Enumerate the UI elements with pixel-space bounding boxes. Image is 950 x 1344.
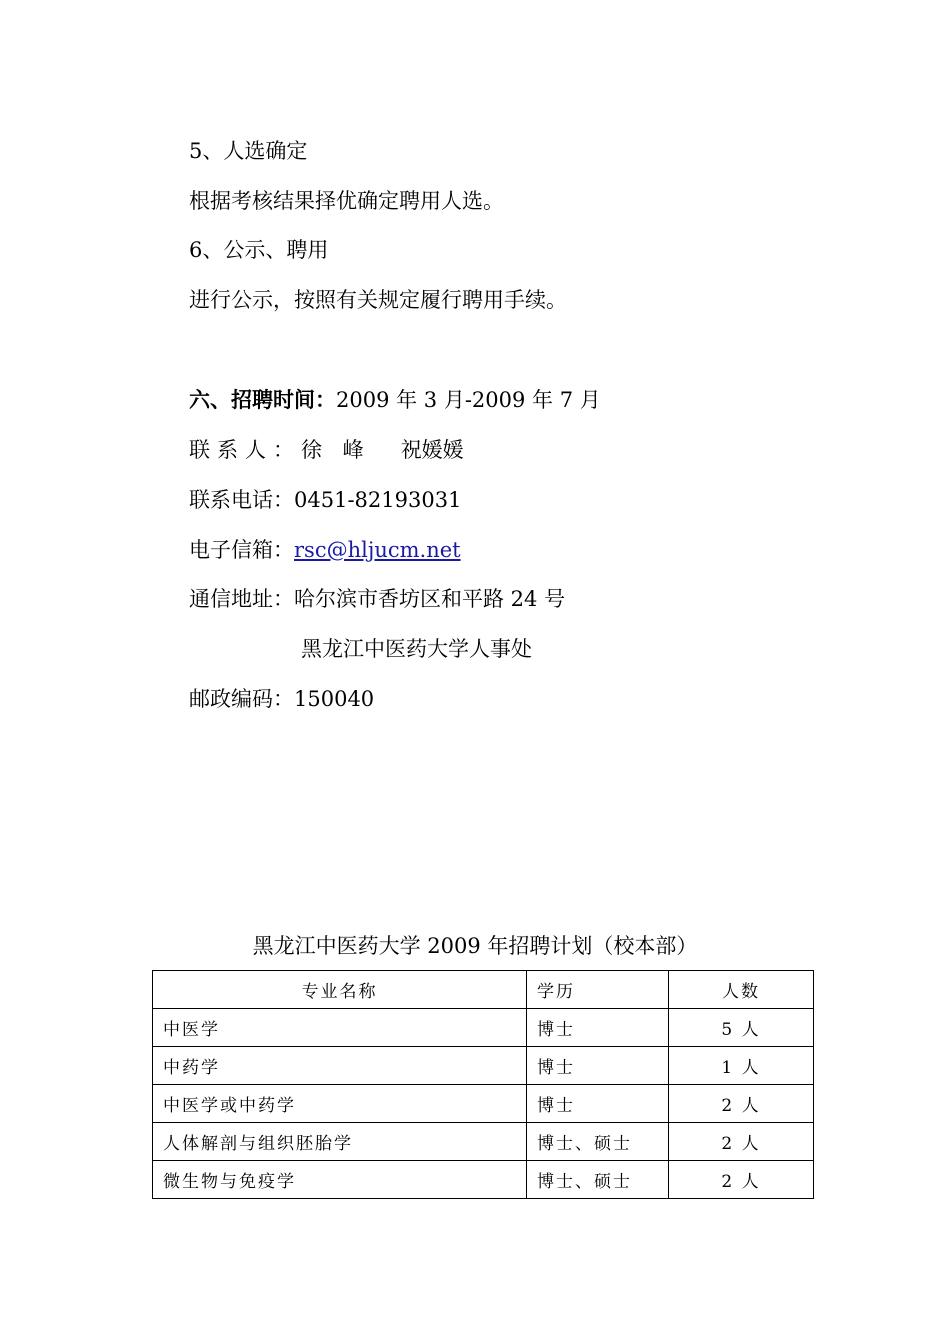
cell-count: 2 人 [669, 1085, 814, 1123]
contact-phone-value: 0451-82193031 [294, 488, 462, 512]
cell-major: 中医学 [153, 1009, 527, 1047]
header-count: 人数 [669, 971, 814, 1009]
recruitment-time [189, 386, 601, 414]
contact-person [189, 436, 464, 464]
contact-postcode [189, 685, 374, 713]
contact-postcode-value: 150040 [294, 687, 375, 711]
cell-count: 1 人 [669, 1047, 814, 1085]
contact-phone [189, 486, 461, 514]
recruitment-time-label: 六、招聘时间： [189, 387, 336, 412]
cell-major: 微生物与免疫学 [153, 1161, 527, 1199]
table-row [153, 1123, 814, 1161]
table-row [153, 1161, 814, 1199]
cell-count: 2 人 [669, 1161, 814, 1199]
cell-count: 2 人 [669, 1123, 814, 1161]
cell-major: 人体解剖与组织胚胎学 [153, 1123, 527, 1161]
cell-major: 中医学或中药学 [153, 1085, 527, 1123]
cell-degree: 博士 [527, 1009, 669, 1047]
contact-person-1: 徐 峰 [301, 438, 371, 462]
table-row [153, 1009, 814, 1047]
cell-degree: 博士、硕士 [527, 1161, 669, 1199]
contact-address-label: 通信地址： [189, 587, 294, 611]
cell-count: 5 人 [669, 1009, 814, 1047]
contact-postcode-label: 邮政编码： [189, 687, 294, 711]
step-6-heading: 6、公示、聘用 [189, 238, 329, 262]
contact-person-2: 祝媛媛 [400, 438, 464, 462]
cell-degree: 博士 [527, 1047, 669, 1085]
cell-degree: 博士 [527, 1085, 669, 1123]
contact-person-label: 联系人： [189, 438, 301, 462]
table-header-row [153, 971, 814, 1009]
header-major: 专业名称 [153, 971, 527, 1009]
table-row [153, 1047, 814, 1085]
contact-phone-label: 联系电话： [189, 488, 294, 512]
table-title: 黑龙江中医药大学 2009 年招聘计划（校本部） [252, 934, 698, 958]
step-5-heading: 5、人选确定 [189, 139, 308, 163]
recruitment-plan-table [152, 970, 814, 1199]
table-row [153, 1085, 814, 1123]
step-5-text: 根据考核结果择优确定聘用人选。 [189, 189, 504, 213]
contact-address-line2: 黑龙江中医药大学人事处 [301, 637, 532, 661]
recruitment-time-value: 2009 年 3 月-2009 年 7 月 [336, 388, 601, 412]
contact-email-label: 电子信箱： [189, 538, 294, 562]
cell-degree: 博士、硕士 [527, 1123, 669, 1161]
email-link[interactable]: rsc@hljucm.net [294, 538, 461, 562]
step-6-text: 进行公示，按照有关规定履行聘用手续。 [189, 288, 567, 312]
contact-address-line1: 哈尔滨市香坊区和平路 24 号 [294, 587, 566, 611]
contact-address [189, 585, 565, 613]
header-degree: 学历 [527, 971, 669, 1009]
contact-email [189, 536, 461, 564]
cell-major: 中药学 [153, 1047, 527, 1085]
